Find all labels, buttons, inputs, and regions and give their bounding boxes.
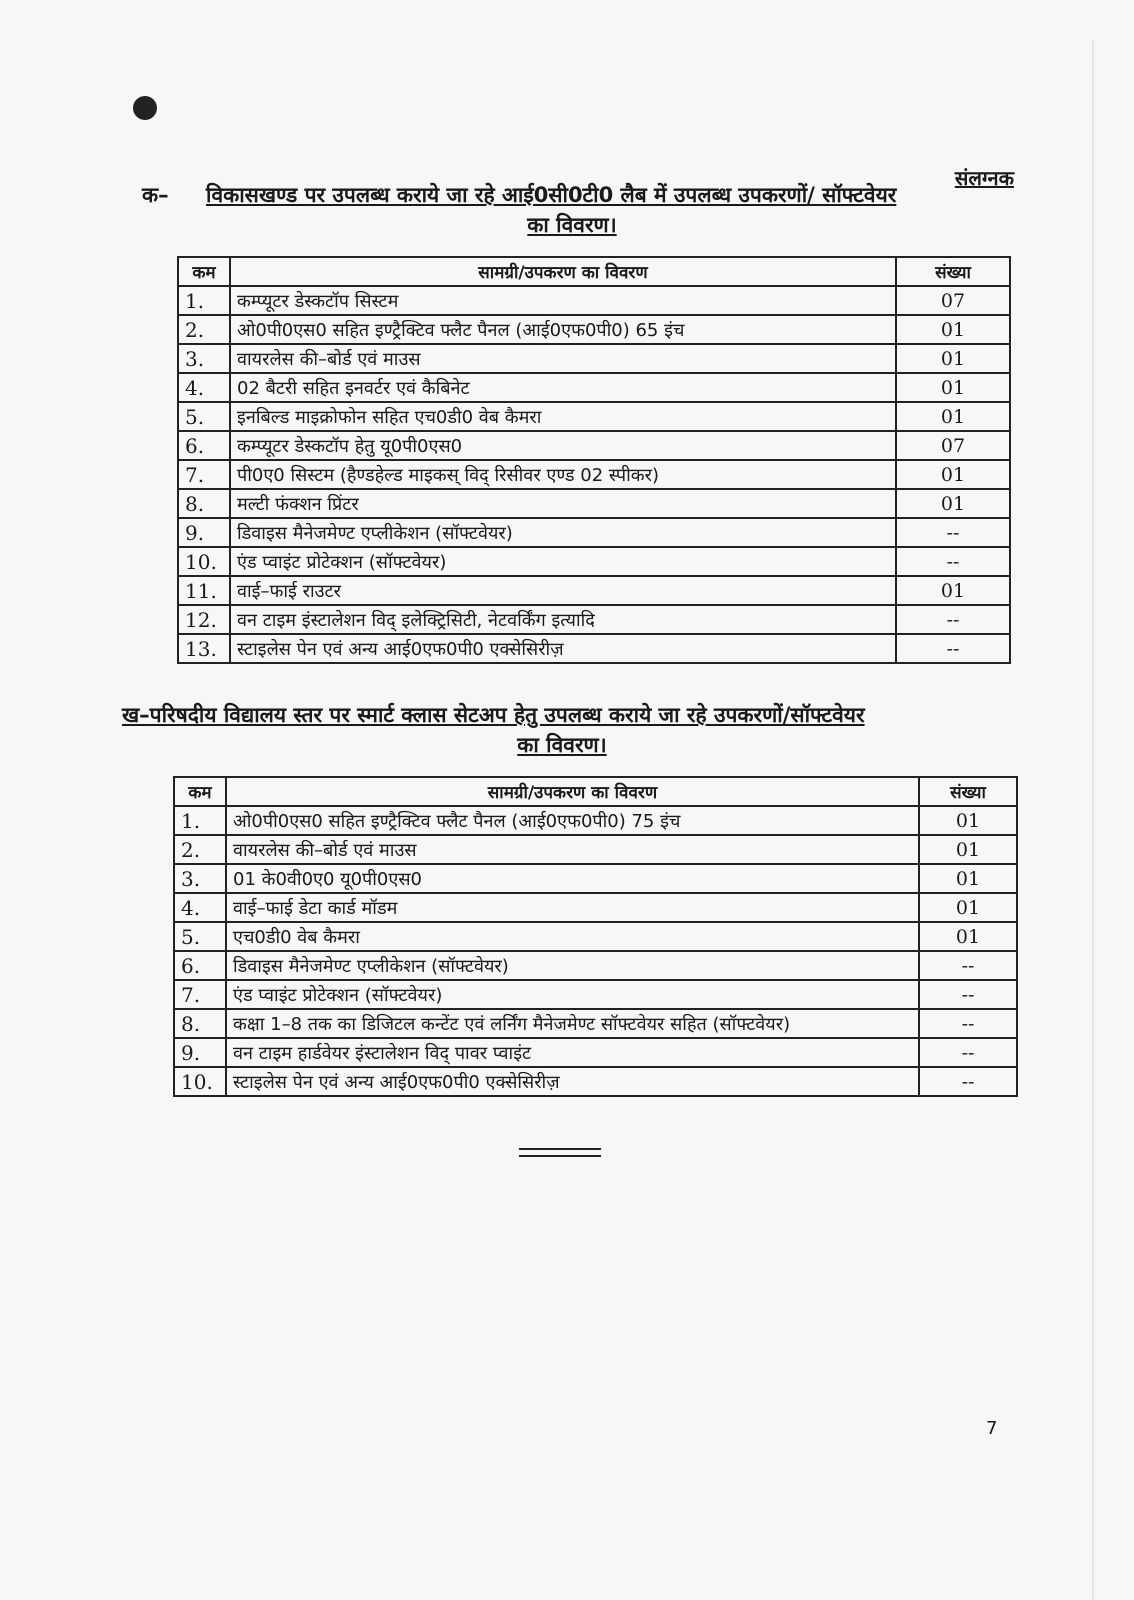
table-row bbox=[174, 1038, 1017, 1067]
table-row bbox=[174, 835, 1017, 864]
row-serial: 4. bbox=[174, 893, 226, 922]
section-b-heading bbox=[122, 700, 1002, 760]
table-header-row bbox=[178, 257, 1010, 286]
section-b-table bbox=[173, 776, 1018, 1097]
row-description: 01 के0वी0ए0 यू0पी0एस0 bbox=[226, 864, 919, 893]
row-description: स्टाइलेस पेन एवं अन्य आई0एफ0पी0 एक्सेसिरीज़ bbox=[226, 1067, 919, 1096]
section-a-table bbox=[177, 256, 1011, 664]
row-description: वाई–फाई राउटर bbox=[230, 576, 896, 605]
row-serial: 2. bbox=[178, 315, 230, 344]
row-description: वन टाइम हार्डवेयर इंस्टालेशन विद् पावर प्वाइंट bbox=[226, 1038, 919, 1067]
row-description: ओ0पी0एस0 सहित इण्ट्रैक्टिव फ्लैट पैनल (आई0एफ0पी0) 75 इंच bbox=[226, 806, 919, 835]
annexure-label: संलग्नक bbox=[954, 166, 1014, 190]
row-description: वायरलेस की–बोर्ड एवं माउस bbox=[226, 835, 919, 864]
table-row bbox=[174, 1009, 1017, 1038]
row-serial: 4. bbox=[178, 373, 230, 402]
section-a-heading bbox=[142, 180, 1002, 240]
row-quantity: 01 bbox=[919, 893, 1017, 922]
table-row bbox=[178, 373, 1010, 402]
row-quantity: 01 bbox=[896, 373, 1010, 402]
row-description: स्टाइलेस पेन एवं अन्य आई0एफ0पी0 एक्सेसिरीज़ bbox=[230, 634, 896, 663]
row-quantity: -- bbox=[896, 634, 1010, 663]
table-row bbox=[174, 893, 1017, 922]
section-a-title-line2: का विवरण। bbox=[527, 213, 617, 237]
row-serial: 9. bbox=[174, 1038, 226, 1067]
table-row bbox=[178, 489, 1010, 518]
table-row bbox=[178, 634, 1010, 663]
table-header-row bbox=[174, 777, 1017, 806]
row-description: डिवाइस मैनेजमेण्ट एप्लीकेशन (सॉफ्टवेयर) bbox=[230, 518, 896, 547]
table-row bbox=[178, 547, 1010, 576]
section-b-title-line2: का विवरण। bbox=[517, 733, 607, 757]
table-row bbox=[178, 344, 1010, 373]
row-description: ओ0पी0एस0 सहित इण्ट्रैक्टिव फ्लैट पैनल (आई0एफ0पी0) 65 इंच bbox=[230, 315, 896, 344]
row-quantity: 01 bbox=[919, 835, 1017, 864]
table-row bbox=[178, 605, 1010, 634]
table-row bbox=[174, 951, 1017, 980]
row-description: वन टाइम इंस्टालेशन विद् इलेक्ट्रिसिटी, नेटवर्किंग इत्यादि bbox=[230, 605, 896, 634]
page-number: 7 bbox=[986, 1418, 998, 1439]
table-row bbox=[178, 402, 1010, 431]
row-serial: 9. bbox=[178, 518, 230, 547]
row-quantity: 01 bbox=[919, 864, 1017, 893]
row-quantity: -- bbox=[919, 980, 1017, 1009]
row-quantity: 07 bbox=[896, 286, 1010, 315]
table-row bbox=[174, 1067, 1017, 1096]
section-a-title-line1: विकासखण्ड पर उपलब्ध कराये जा रहे आई0सी0टी0 लैब में उपलब्ध उपकरणों/ सॉफ्टवेयर bbox=[206, 183, 897, 207]
section-a-marker: क– bbox=[142, 183, 169, 207]
row-serial: 2. bbox=[174, 835, 226, 864]
table-row bbox=[178, 431, 1010, 460]
header-serial: कम bbox=[178, 257, 230, 286]
row-description: एच0डी0 वेब कैमरा bbox=[226, 922, 919, 951]
scan-edge bbox=[1092, 40, 1094, 1600]
row-description: कक्षा 1–8 तक का डिजिटल कन्टेंट एवं लर्निंग मैनेजमेण्ट सॉफ्टवेयर सहित (सॉफ्टवेयर) bbox=[226, 1009, 919, 1038]
row-serial: 5. bbox=[178, 402, 230, 431]
row-description: पी0ए0 सिस्टम (हैण्डहेल्ड माइकस् विद् रिसीवर एण्ड 02 स्पीकर) bbox=[230, 460, 896, 489]
row-description: कम्प्यूटर डेस्कटॉप हेतु यू0पी0एस0 bbox=[230, 431, 896, 460]
row-serial: 3. bbox=[178, 344, 230, 373]
row-description: कम्प्यूटर डेस्कटॉप सिस्टम bbox=[230, 286, 896, 315]
row-description: मल्टी फंक्शन प्रिंटर bbox=[230, 489, 896, 518]
row-quantity: 01 bbox=[896, 315, 1010, 344]
table-row bbox=[174, 922, 1017, 951]
table-row bbox=[174, 864, 1017, 893]
row-serial: 8. bbox=[174, 1009, 226, 1038]
row-quantity: -- bbox=[896, 547, 1010, 576]
row-quantity: 01 bbox=[896, 489, 1010, 518]
table-row bbox=[178, 576, 1010, 605]
row-serial: 1. bbox=[174, 806, 226, 835]
row-quantity: -- bbox=[919, 1067, 1017, 1096]
row-serial: 10. bbox=[174, 1067, 226, 1096]
row-quantity: 07 bbox=[896, 431, 1010, 460]
row-quantity: -- bbox=[919, 1009, 1017, 1038]
punch-hole bbox=[133, 96, 157, 120]
table-row bbox=[178, 460, 1010, 489]
row-description: इनबिल्ड माइक्रोफोन सहित एच0डी0 वेब कैमरा bbox=[230, 402, 896, 431]
table-row bbox=[174, 806, 1017, 835]
header-quantity: संख्या bbox=[919, 777, 1017, 806]
header-description: सामग्री/उपकरण का विवरण bbox=[230, 257, 896, 286]
section-b-title-line1: ख–परिषदीय विद्यालय स्तर पर स्मार्ट क्लास सेटअप हेतु उपलब्ध कराये जा रहे उपकरणों/सॉफ्टवेयर bbox=[122, 703, 865, 727]
row-serial: 12. bbox=[178, 605, 230, 634]
row-quantity: -- bbox=[896, 518, 1010, 547]
header-quantity: संख्या bbox=[896, 257, 1010, 286]
row-serial: 6. bbox=[178, 431, 230, 460]
row-serial: 7. bbox=[178, 460, 230, 489]
end-rule bbox=[519, 1148, 601, 1157]
header-serial: कम bbox=[174, 777, 226, 806]
row-serial: 6. bbox=[174, 951, 226, 980]
row-serial: 7. bbox=[174, 980, 226, 1009]
row-description: वायरलेस की–बोर्ड एवं माउस bbox=[230, 344, 896, 373]
row-serial: 3. bbox=[174, 864, 226, 893]
table-row bbox=[178, 286, 1010, 315]
row-quantity: 01 bbox=[896, 344, 1010, 373]
row-description: एंड प्वाइंट प्रोटेक्शन (सॉफ्टवेयर) bbox=[226, 980, 919, 1009]
table-row bbox=[178, 518, 1010, 547]
header-description: सामग्री/उपकरण का विवरण bbox=[226, 777, 919, 806]
row-quantity: 01 bbox=[896, 460, 1010, 489]
row-quantity: 01 bbox=[896, 402, 1010, 431]
row-quantity: -- bbox=[919, 1038, 1017, 1067]
row-quantity: 01 bbox=[896, 576, 1010, 605]
row-description: एंड प्वाइंट प्रोटेक्शन (सॉफ्टवेयर) bbox=[230, 547, 896, 576]
row-description: 02 बैटरी सहित इनवर्टर एवं कैबिनेट bbox=[230, 373, 896, 402]
row-description: वाई–फाई डेटा कार्ड मॉडम bbox=[226, 893, 919, 922]
table-row bbox=[178, 315, 1010, 344]
row-quantity: -- bbox=[896, 605, 1010, 634]
row-serial: 1. bbox=[178, 286, 230, 315]
row-serial: 5. bbox=[174, 922, 226, 951]
row-serial: 8. bbox=[178, 489, 230, 518]
row-quantity: 01 bbox=[919, 806, 1017, 835]
row-serial: 13. bbox=[178, 634, 230, 663]
table-row bbox=[174, 980, 1017, 1009]
row-description: डिवाइस मैनेजमेण्ट एप्लीकेशन (सॉफ्टवेयर) bbox=[226, 951, 919, 980]
row-quantity: -- bbox=[919, 951, 1017, 980]
row-serial: 11. bbox=[178, 576, 230, 605]
row-quantity: 01 bbox=[919, 922, 1017, 951]
row-serial: 10. bbox=[178, 547, 230, 576]
